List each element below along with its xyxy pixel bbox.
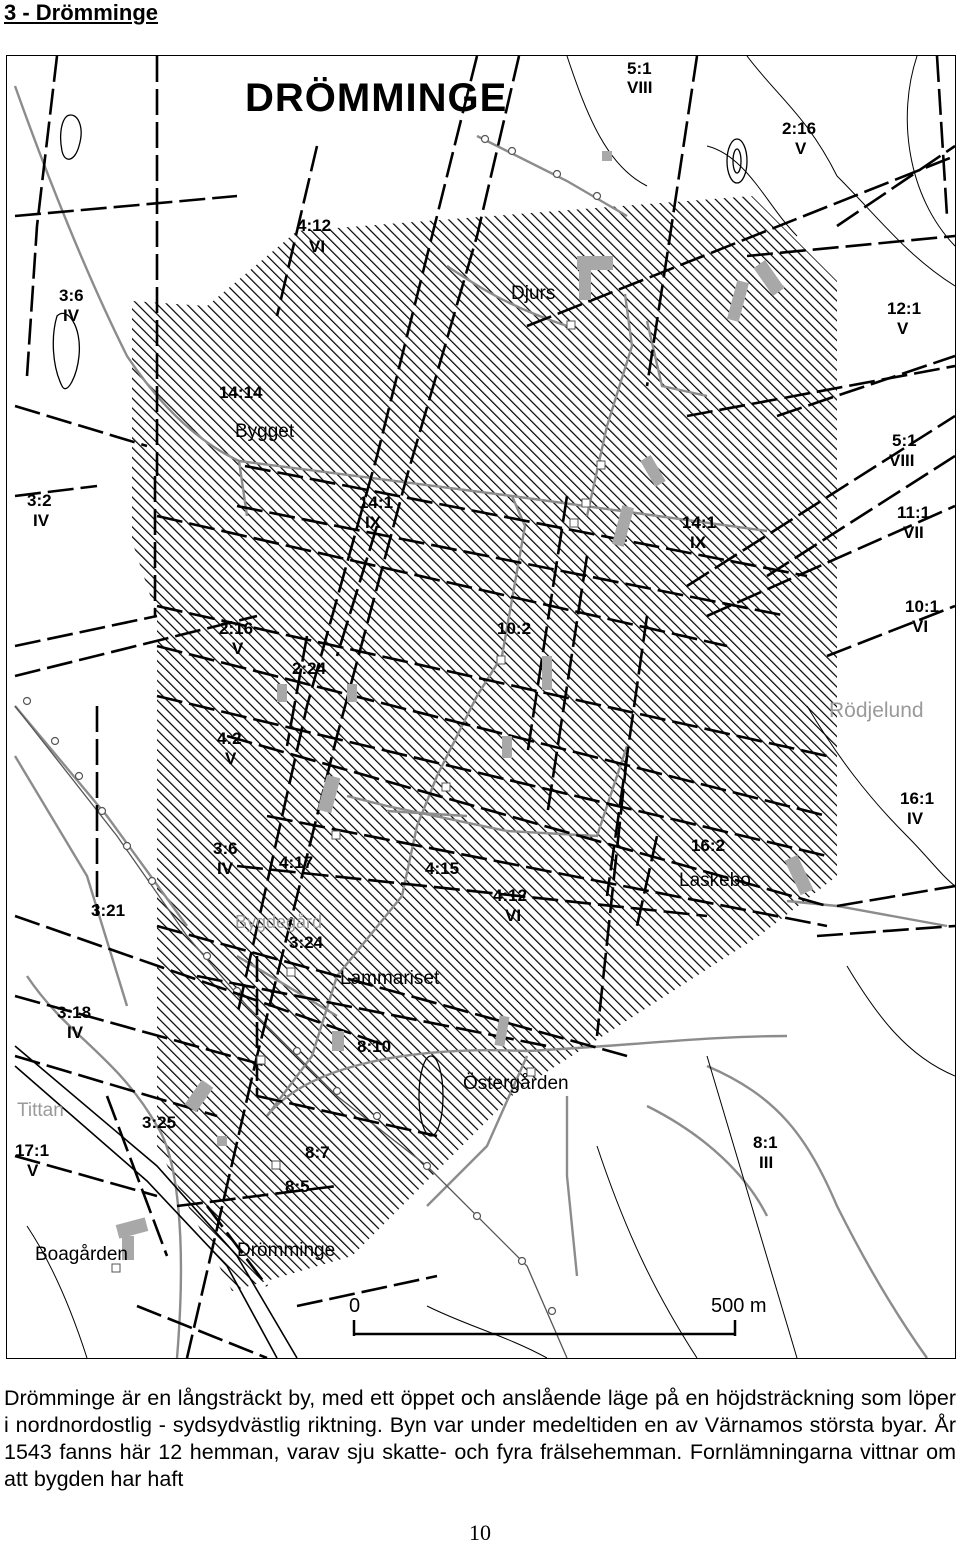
parcel-roman: IV — [907, 809, 924, 828]
parcel-label: 4:12 — [493, 886, 528, 905]
map-title: DRÖMMINGE — [245, 76, 508, 120]
parcel-roman: IX — [690, 533, 707, 552]
scale-bar — [349, 1295, 767, 1336]
place-drominge: Drömminge — [237, 1240, 336, 1261]
parcel-roman: IV — [63, 306, 80, 325]
parcel-label: 2:16 — [782, 119, 817, 138]
parcel-label: 8:1 — [753, 1133, 778, 1152]
parcel-label: 16:2 — [691, 836, 726, 855]
parcel-label: 4:12 — [297, 216, 332, 235]
parcel-roman: VI — [505, 906, 522, 925]
place-lammariset: Lammariset — [340, 968, 440, 989]
parcel-label: 14:1 — [359, 493, 394, 512]
place-rodjelund: Rödjelund — [829, 699, 924, 722]
parcel-label: 4:17 — [279, 853, 314, 872]
parcel-label: 8:7 — [305, 1143, 330, 1162]
scale-end-label: 500 m — [711, 1295, 767, 1317]
map-canvas — [7, 56, 955, 1358]
body-paragraph: Drömminge är en långsträckt by, med ett öppet och anslående läge på en höjdsträckning som löper i nordnordostlig - sydsydvästlig riktning. Byn var under medeltiden en av Värnamos största byar. År 1543 fanns här 12 hemman, varav sju skatte- och fyra frälsehemman. Fornlämningarna vittnar om att bygden har haft — [4, 1386, 956, 1491]
parcel-roman: V — [232, 639, 244, 658]
place-laskebo: Laskebo — [679, 870, 751, 891]
parcel-roman: IV — [67, 1023, 84, 1042]
parcel-roman: VII — [903, 523, 924, 542]
parcel-label: 5:1 — [892, 431, 917, 450]
parcel-label: 8:5 — [285, 1177, 310, 1196]
place-tittan: Tittan — [17, 1100, 64, 1121]
parcel-roman: VIII — [627, 78, 653, 97]
parcel-label: 14:1 — [682, 513, 717, 532]
parcel-roman: VI — [912, 617, 929, 636]
parcel-label: 12:1 — [887, 299, 922, 318]
parcel-label: 11:1 — [897, 503, 931, 522]
place-bygdegard: Bygdegård — [235, 912, 323, 932]
parcel-label: 3:6 — [213, 839, 238, 858]
parcel-label: 8:10 — [357, 1037, 392, 1056]
parcel-roman: VI — [309, 237, 326, 256]
parcel-label: 3:21 — [91, 901, 126, 920]
place-ostergarden: Östergården — [463, 1073, 569, 1094]
parcel-label: 4:15 — [425, 859, 460, 878]
place-djurs: Djurs — [511, 283, 556, 304]
parcel-roman: V — [225, 749, 237, 768]
place-bygget: Bygget — [235, 421, 295, 442]
parcel-label: 3:25 — [142, 1113, 177, 1132]
parcel-label: 5:1 — [627, 59, 652, 78]
parcel-label: 4:2 — [217, 729, 242, 748]
parcel-label: 16:1 — [900, 789, 935, 808]
parcel-roman: VIII — [889, 451, 915, 470]
parcel-roman: IX — [365, 513, 382, 532]
parcel-label: 10:2 — [497, 619, 532, 638]
parcel-roman: V — [27, 1161, 39, 1180]
parcel-label: 10:1 — [905, 597, 940, 616]
parcel-label: 14:14 — [219, 383, 263, 402]
parcel-label: 2:16 — [219, 619, 254, 638]
parcel-label: 3:2 — [27, 491, 52, 510]
parcel-roman: III — [759, 1153, 774, 1172]
parcel-roman: V — [897, 319, 909, 338]
parcel-label: 3:6 — [59, 286, 84, 305]
parcel-label: 3:18 — [57, 1003, 92, 1022]
place-boagarden: Boagården — [35, 1244, 128, 1265]
parcel-roman: V — [795, 139, 807, 158]
parcel-label: 2:24 — [292, 659, 327, 678]
parcel-label: 3:24 — [289, 933, 324, 952]
parcel-label: 17:1 — [15, 1141, 50, 1160]
scale-start-label: 0 — [349, 1295, 361, 1317]
page-number: 10 — [469, 1520, 491, 1545]
village-map — [6, 55, 956, 1359]
parcel-roman: IV — [217, 859, 234, 878]
section-heading: 3 - Drömminge — [4, 0, 159, 25]
parcel-roman: IV — [33, 511, 50, 530]
